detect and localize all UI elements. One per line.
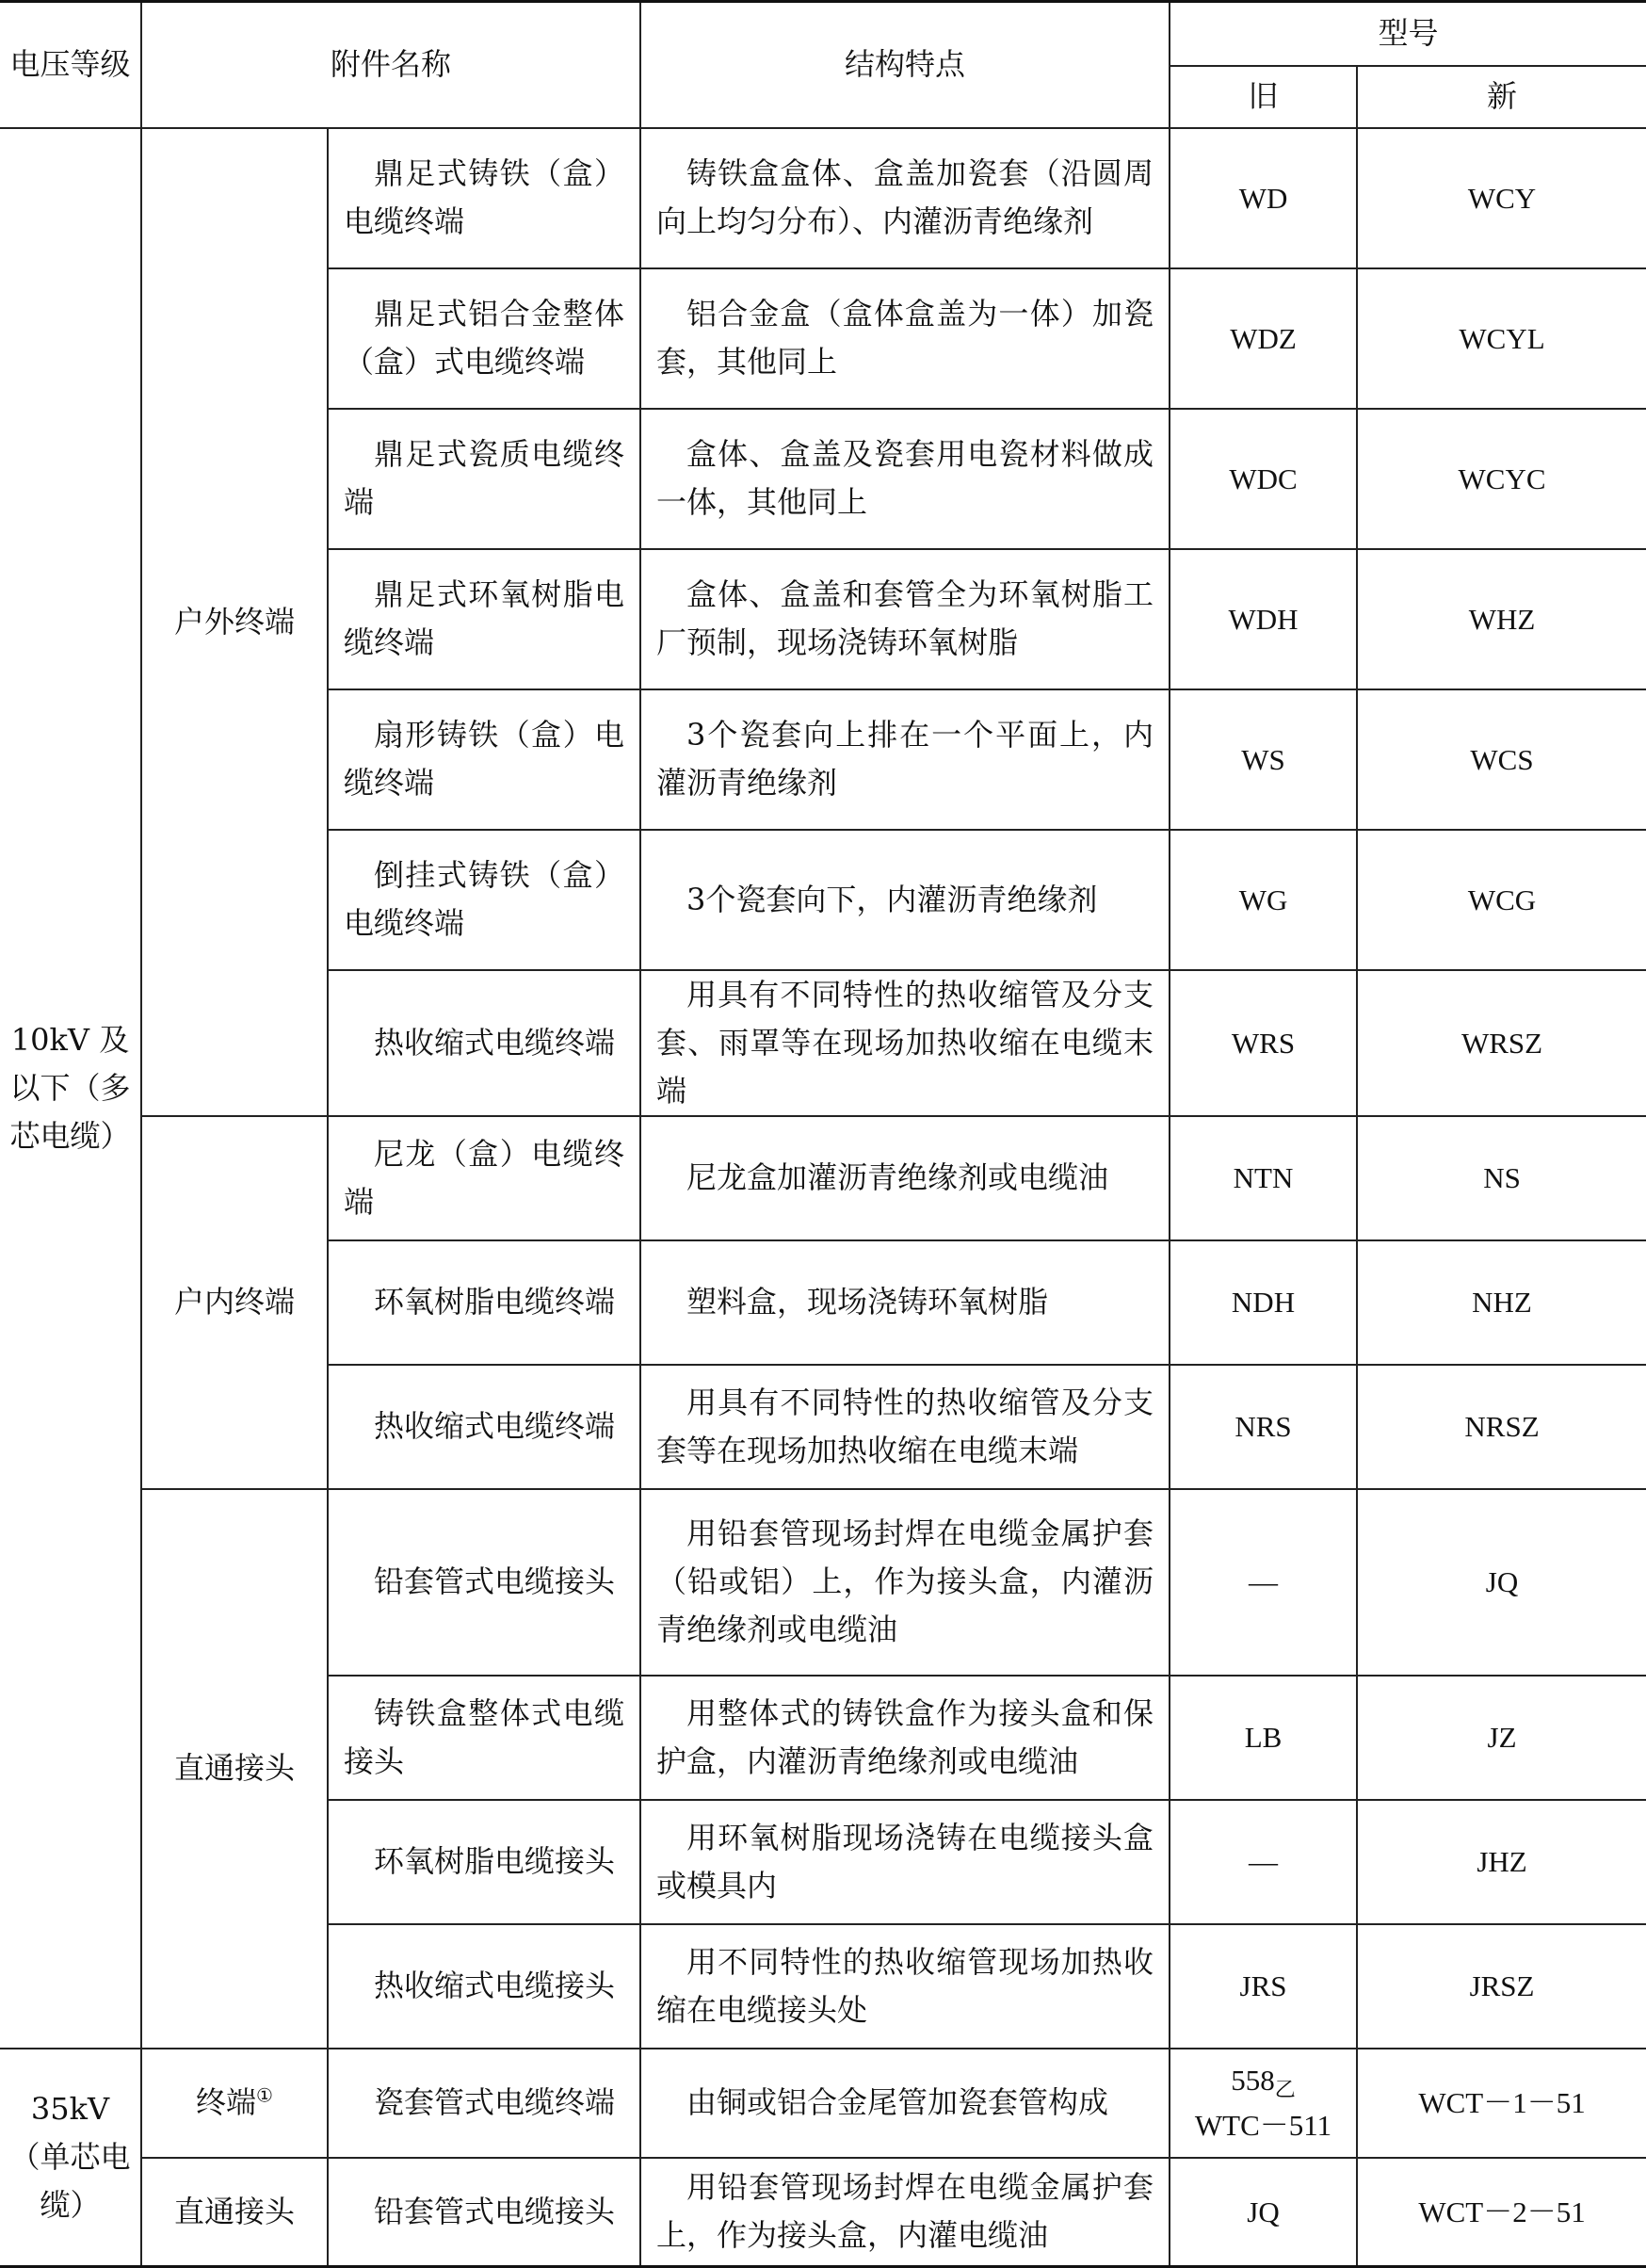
accessory-name: 铸铁盒整体式电缆接头 <box>328 1676 640 1800</box>
accessory-name: 热收缩式电缆接头 <box>328 1924 640 2049</box>
footnote-marker: ① <box>256 2083 273 2107</box>
model-old: JRS <box>1170 1924 1357 2049</box>
table-row <box>0 128 1646 268</box>
model-old: NDH <box>1170 1240 1357 1365</box>
header-model-new: 新 <box>1357 66 1646 128</box>
model-old: WDC <box>1170 409 1357 549</box>
header-structure-feature: 结构特点 <box>640 2 1170 128</box>
accessory-name: 热收缩式电缆终端 <box>328 1365 640 1489</box>
accessory-name: 铅套管式电缆接头 <box>328 2158 640 2267</box>
model-new: WCYL <box>1357 268 1646 409</box>
accessory-name: 鼎足式瓷质电缆终端 <box>328 409 640 549</box>
category-straight-joint-35kv: 直通接头 <box>141 2158 328 2267</box>
model-new: WCY <box>1357 128 1646 268</box>
model-new: NRSZ <box>1357 1365 1646 1489</box>
structure-feature: 用整体式的铸铁盒作为接头盒和保护盒，内灌沥青绝缘剂或电缆油 <box>640 1676 1170 1800</box>
structure-feature: 铸铁盒盒体、盒盖加瓷套（沿圆周向上均匀分布）、内灌沥青绝缘剂 <box>640 128 1170 268</box>
accessory-name: 鼎足式铝合金整体（盒）式电缆终端 <box>328 268 640 409</box>
model-new: JHZ <box>1357 1800 1646 1924</box>
model-new: WHZ <box>1357 549 1646 689</box>
model-new: WCYC <box>1357 409 1646 549</box>
structure-feature: 盒体、盒盖和套管全为环氧树脂工厂预制，现场浇铸环氧树脂 <box>640 549 1170 689</box>
structure-feature: 尼龙盒加灌沥青绝缘剂或电缆油 <box>640 1116 1170 1240</box>
model-old: — <box>1170 1489 1357 1676</box>
accessory-name: 尼龙（盒）电缆终端 <box>328 1116 640 1240</box>
model-old: WD <box>1170 128 1357 268</box>
header-model-old: 旧 <box>1170 66 1357 128</box>
structure-feature: 塑料盒，现场浇铸环氧树脂 <box>640 1240 1170 1365</box>
model-old: LB <box>1170 1676 1357 1800</box>
accessory-name: 扇形铸铁（盒）电缆终端 <box>328 689 640 830</box>
header-accessory-name: 附件名称 <box>141 2 640 128</box>
structure-feature: 用环氧树脂现场浇铸在电缆接头盒或模具内 <box>640 1800 1170 1924</box>
structure-feature: 3个瓷套向下，内灌沥青绝缘剂 <box>640 830 1170 970</box>
structure-feature: 铝合金盒（盒体盒盖为一体）加瓷套，其他同上 <box>640 268 1170 409</box>
structure-feature: 3个瓷套向上排在一个平面上，内灌沥青绝缘剂 <box>640 689 1170 830</box>
accessory-name: 热收缩式电缆终端 <box>328 970 640 1116</box>
model-old: WDZ <box>1170 268 1357 409</box>
accessory-name: 倒挂式铸铁（盒）电缆终端 <box>328 830 640 970</box>
model-new: WRSZ <box>1357 970 1646 1116</box>
accessory-name: 鼎足式铸铁（盒）电缆终端 <box>328 128 640 268</box>
accessory-name: 瓷套管式电缆终端 <box>328 2049 640 2158</box>
voltage-group-10kv: 10kV 及以下（多芯电缆） <box>0 128 141 2049</box>
header-voltage: 电压等级 <box>0 2 141 128</box>
model-old: WG <box>1170 830 1357 970</box>
model-new: WCG <box>1357 830 1646 970</box>
model-old: NTN <box>1170 1116 1357 1240</box>
model-new: JRSZ <box>1357 1924 1646 2049</box>
structure-feature: 用铅套管现场封焊在电缆金属护套（铅或铝）上，作为接头盒，内灌沥青绝缘剂或电缆油 <box>640 1489 1170 1676</box>
table-row <box>0 2049 1646 2158</box>
header-model: 型号 <box>1170 2 1646 66</box>
model-old: — <box>1170 1800 1357 1924</box>
model-new: NS <box>1357 1116 1646 1240</box>
structure-feature: 用具有不同特性的热收缩管及分支套等在现场加热收缩在电缆末端 <box>640 1365 1170 1489</box>
model-old: WS <box>1170 689 1357 830</box>
structure-feature: 盒体、盒盖及瓷套用电瓷材料做成一体，其他同上 <box>640 409 1170 549</box>
model-new: WCT－1－51 <box>1357 2049 1646 2158</box>
model-new: JQ <box>1357 1489 1646 1676</box>
model-new: WCS <box>1357 689 1646 830</box>
table-row <box>0 1116 1646 1240</box>
accessory-name: 铅套管式电缆接头 <box>328 1489 640 1676</box>
accessory-name: 环氧树脂电缆接头 <box>328 1800 640 1924</box>
model-new: WCT－2－51 <box>1357 2158 1646 2267</box>
category-indoor-terminal: 户内终端 <box>141 1116 328 1489</box>
voltage-group-35kv: 35kV（单芯电缆） <box>0 2049 141 2267</box>
accessory-name: 环氧树脂电缆终端 <box>328 1240 640 1365</box>
model-old: $558_乙$ WTC－511 <box>1170 2049 1357 2158</box>
model-old: WRS <box>1170 970 1357 1116</box>
model-new: JZ <box>1357 1676 1646 1800</box>
structure-feature: 用铅套管现场封焊在电缆金属护套上，作为接头盒，内灌电缆油 <box>640 2158 1170 2267</box>
structure-feature: 由铜或铝合金尾管加瓷套管构成 <box>640 2049 1170 2158</box>
table-row <box>0 1489 1646 1676</box>
category-outdoor-terminal: 户外终端 <box>141 128 328 1116</box>
category-straight-joint: 直通接头 <box>141 1489 328 2049</box>
accessory-name: 鼎足式环氧树脂电缆终端 <box>328 549 640 689</box>
structure-feature: 用不同特性的热收缩管现场加热收缩在电缆接头处 <box>640 1924 1170 2049</box>
model-new: NHZ <box>1357 1240 1646 1365</box>
model-old: NRS <box>1170 1365 1357 1489</box>
table-row <box>0 2158 1646 2267</box>
structure-feature: 用具有不同特性的热收缩管及分支套、雨罩等在现场加热收缩在电缆末端 <box>640 970 1170 1116</box>
category-terminal-35kv: 终端① <box>141 2049 328 2158</box>
model-old: JQ <box>1170 2158 1357 2267</box>
model-old: WDH <box>1170 549 1357 689</box>
